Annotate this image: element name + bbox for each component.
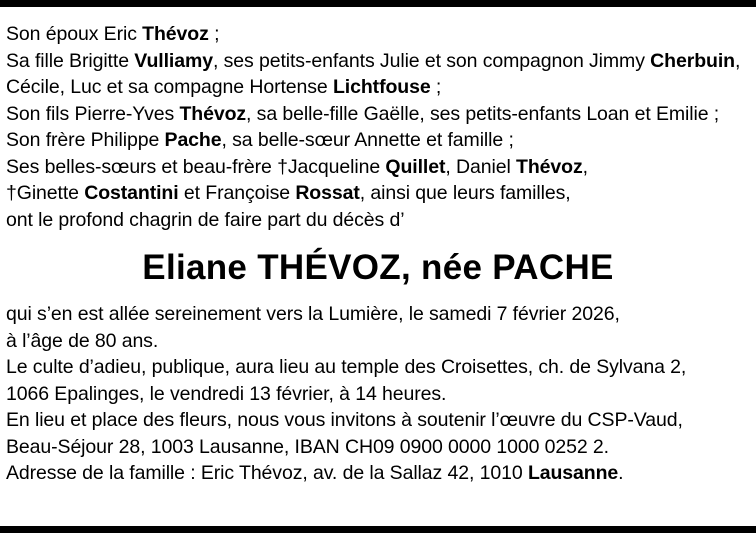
survivor-line: [6, 180, 750, 207]
detail-line: [6, 328, 750, 355]
detail-line: [6, 354, 750, 381]
family-name: Thévoz: [516, 155, 583, 178]
text-run: , ses petits-enfants Julie et son compagnon Jimmy: [212, 49, 651, 72]
family-name: Quillet: [385, 155, 446, 178]
survivor-line: [6, 101, 750, 128]
family-name: Lichtfouse: [333, 76, 431, 98]
text-run: ;: [208, 23, 220, 45]
text-run: , sa belle-sœur Annette et famille ;: [221, 129, 514, 151]
detail-line: [6, 301, 750, 328]
survivor-line: [6, 74, 750, 101]
family-name: Lausanne: [527, 462, 619, 484]
survivor-line: [6, 127, 750, 154]
detail-line: [6, 407, 750, 434]
survivor-line: [6, 207, 750, 234]
text-run: †Ginette: [6, 182, 85, 204]
text-run: , Daniel: [445, 155, 517, 178]
text-run: Beau-Séjour 28, 1003 Lausanne, IBAN CH09 0900 0000 1000 0252 2.: [6, 435, 609, 458]
family-name: Vulliamy: [134, 49, 213, 72]
text-run: Son fils Pierre-Yves: [6, 102, 180, 125]
text-run: Adresse de la famille : Eric Thévoz, av. de la Sallaz 42, 1010: [6, 462, 528, 484]
text-run: Son frère Philippe: [6, 129, 165, 151]
text-run: , ainsi que leurs familles,: [359, 182, 571, 204]
text-run: ;: [430, 76, 442, 98]
text-run: ,: [582, 155, 588, 178]
family-name: Cherbuin: [650, 49, 735, 72]
family-name: Thévoz: [142, 23, 209, 45]
funeral-details-section: [6, 301, 750, 487]
text-run: Le culte d’adieu, publique, aura lieu au temple des Croisettes, ch. de Sylvana 2,: [6, 356, 687, 378]
text-run: Ses belles-sœurs et beau-frère †Jacqueline: [6, 155, 386, 178]
detail-line: [6, 381, 750, 408]
survivor-line: [6, 21, 750, 48]
family-name: Thévoz: [179, 102, 247, 125]
text-run: à l’âge de 80 ans.: [6, 329, 159, 352]
text-run: 1066 Epalinges, le vendredi 13 février, à 14 heures.: [6, 382, 447, 405]
deceased-name: Eliane THÉVOZ, née PACHE: [142, 248, 614, 287]
text-run: En lieu et place des fleurs, nous vous invitons à soutenir l’œuvre du CSP-Vaud,: [6, 409, 683, 431]
survivor-line: [6, 154, 750, 181]
text-run: .: [618, 462, 624, 484]
family-name: Pache: [164, 129, 222, 151]
text-run: qui s’en est allée sereinement vers la Lumière, le samedi 7 février 2026,: [6, 303, 620, 325]
survivors-section: [6, 21, 750, 233]
text-run: Sa fille Brigitte: [6, 49, 135, 72]
detail-line: [6, 460, 750, 487]
text-run: ont le profond chagrin de faire part du décès d’: [6, 208, 405, 231]
detail-line: [6, 434, 750, 461]
survivor-line: [6, 48, 750, 75]
text-run: Son époux Eric: [6, 23, 143, 45]
text-run: et Françoise: [178, 182, 296, 204]
text-run: , sa belle-fille Gaëlle, ses petits-enfants Loan et Emilie ;: [246, 102, 720, 125]
family-name: Costantini: [84, 182, 179, 204]
text-run: ,: [734, 49, 741, 72]
family-name: Rossat: [295, 182, 360, 204]
text-run: Cécile, Luc et sa compagne Hortense: [6, 76, 333, 98]
